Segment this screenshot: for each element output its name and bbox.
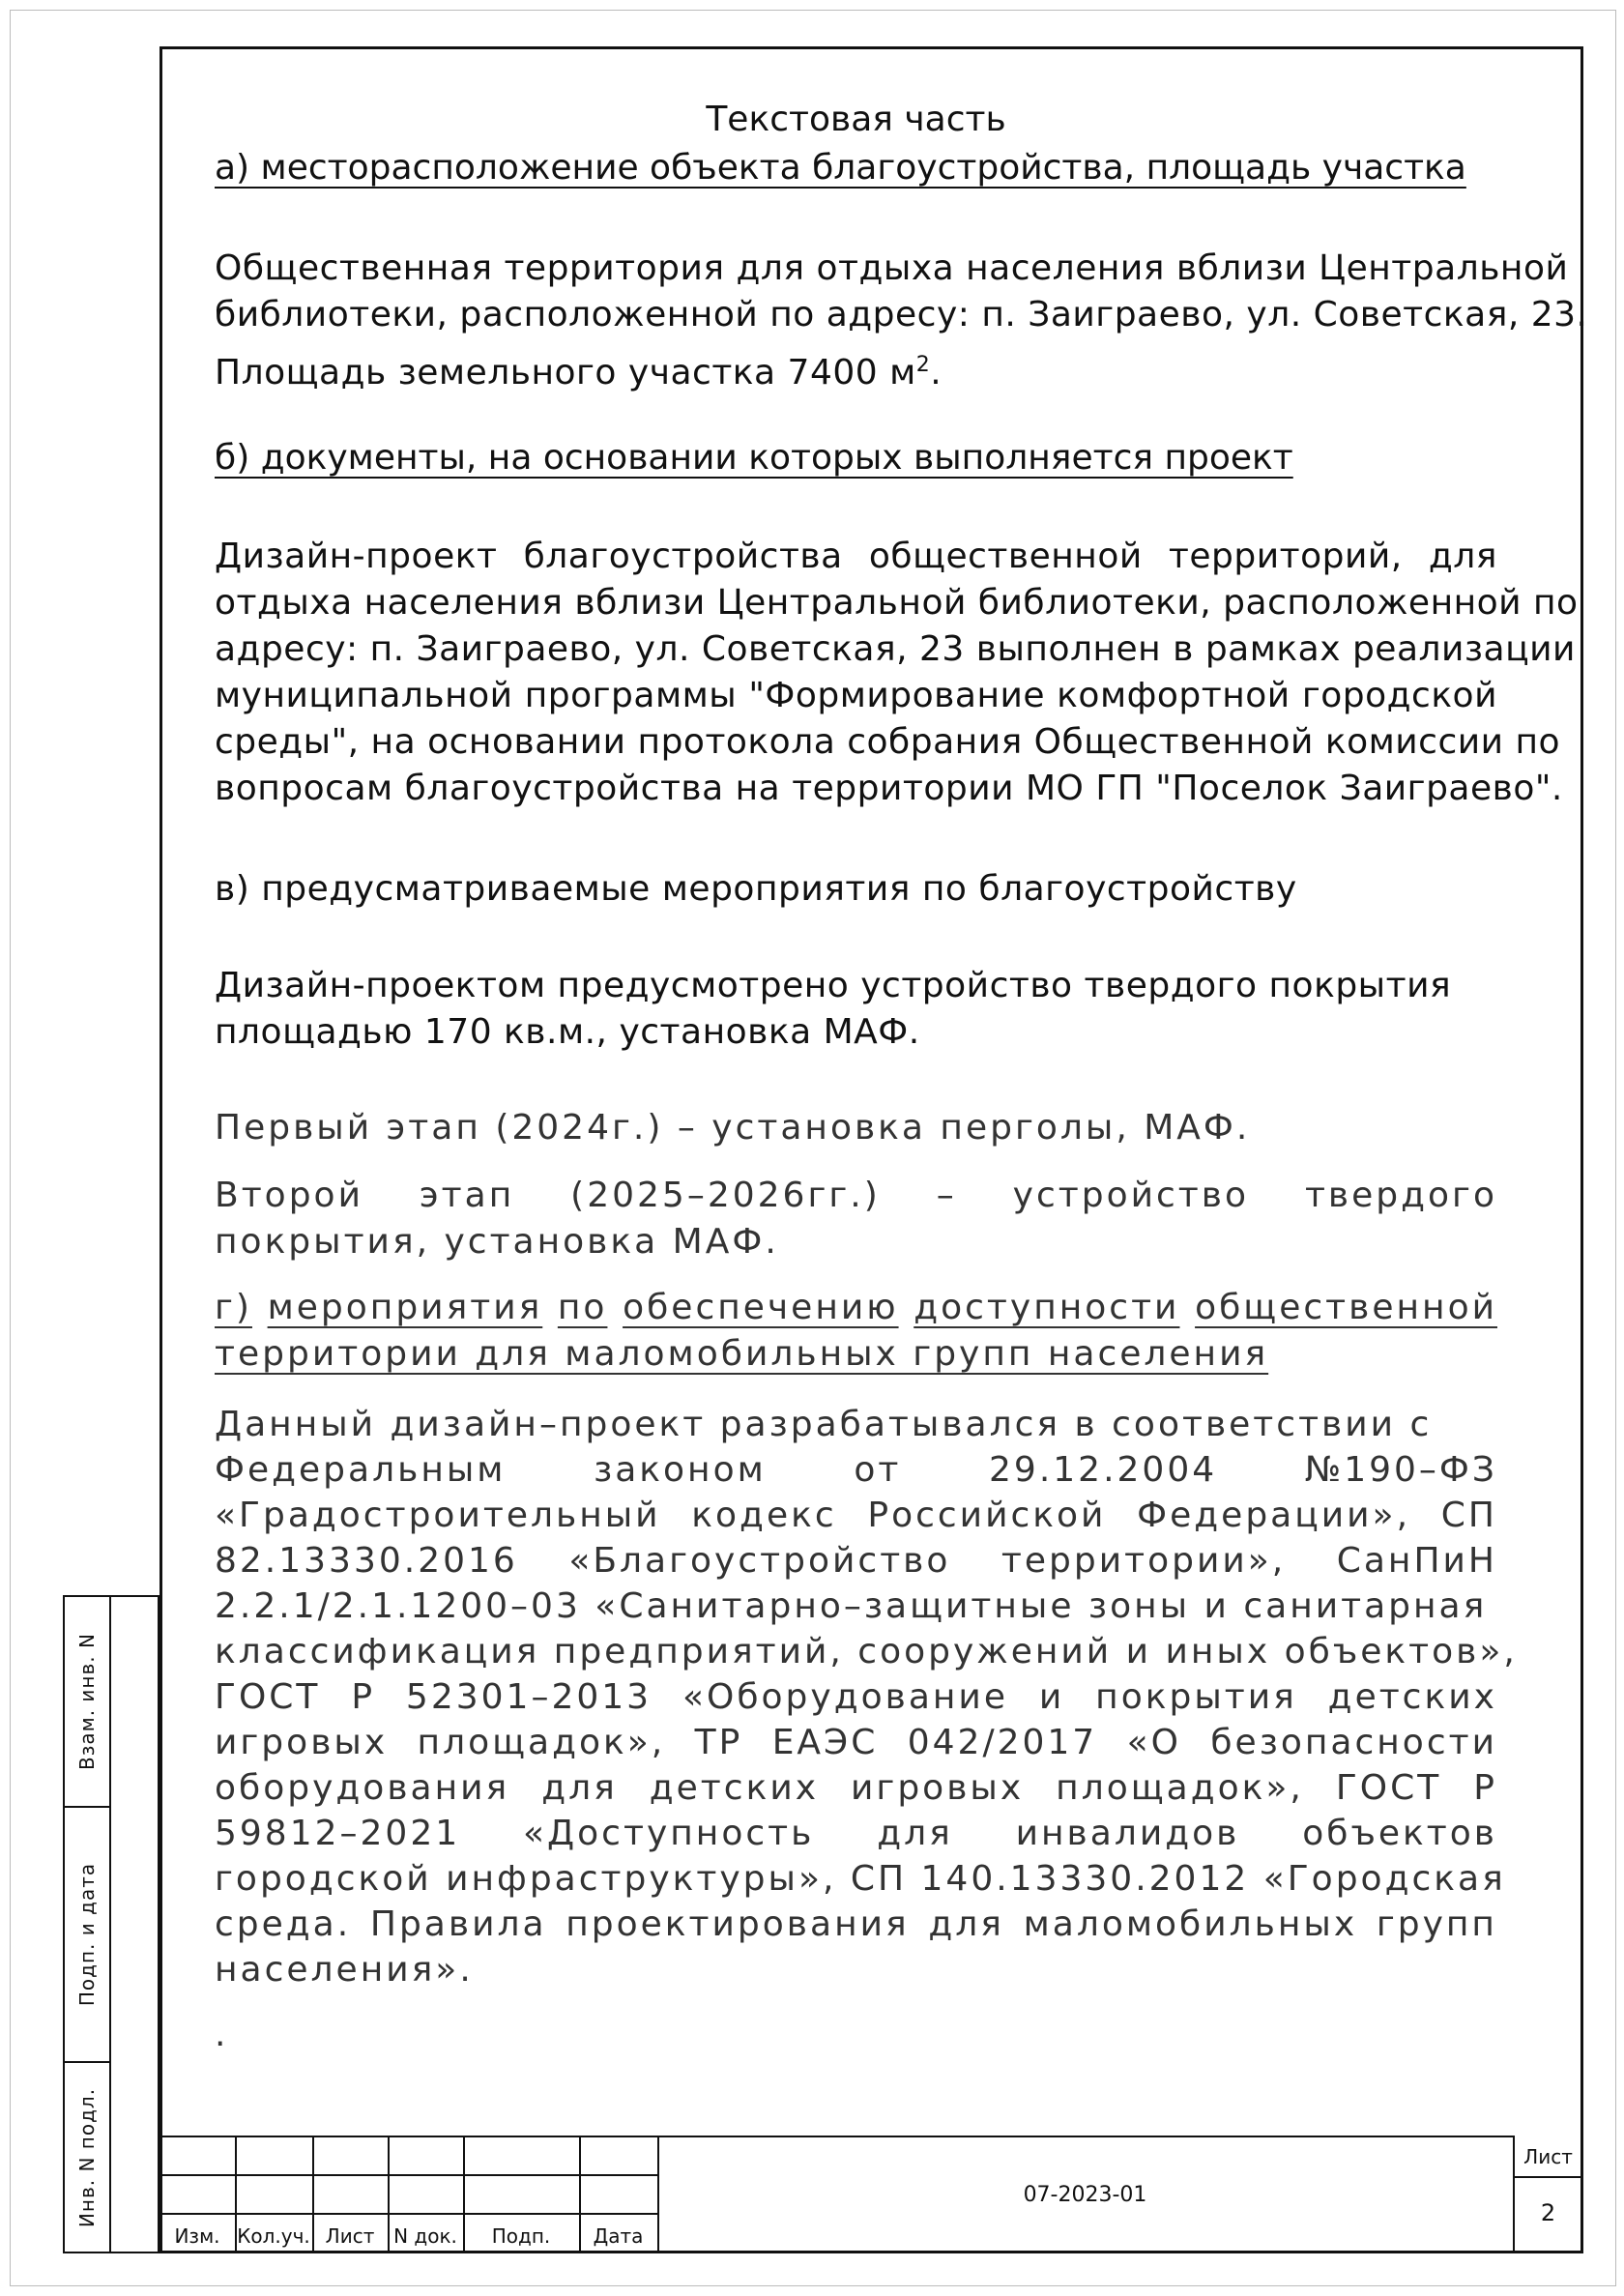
text-span: объектов [1302, 1814, 1497, 1853]
section-g-line: населения». [215, 1950, 474, 1990]
side-stamp-labels [63, 1595, 111, 2253]
text-span: безопасности [1210, 1723, 1497, 1762]
page-title: Текстовая часть [706, 100, 1006, 139]
stage-2-line [215, 1173, 1497, 1219]
tb-line [1513, 2176, 1583, 2178]
section-v-line: площадью 170 кв.м., установка МАФ. [215, 1012, 920, 1052]
text-span: Второй [215, 1176, 363, 1215]
section-g-heading [215, 1285, 1497, 1378]
tb-col-ndok: N док. [393, 2224, 457, 2248]
text-span: "Формирование [748, 676, 1046, 715]
text-span: оборудования [215, 1768, 510, 1808]
section-a-area [215, 342, 1497, 396]
text-span: территории», [1000, 1541, 1287, 1581]
text-span: СанПиН [1336, 1541, 1497, 1581]
area-superscript: 2 [915, 353, 931, 377]
text-span: и [1038, 1677, 1065, 1717]
text-span: от [854, 1450, 902, 1490]
section-b [215, 435, 1497, 481]
text-span: общественной [1195, 1288, 1497, 1327]
text-span: Р [1473, 1768, 1497, 1808]
stage-2-line: покрытия, установка МАФ. [215, 1222, 779, 1262]
stage-1 [215, 1105, 1497, 1151]
tb-col-podp: Подп. [491, 2224, 551, 2248]
section-v [215, 866, 1497, 913]
section-g-line [215, 1720, 1497, 1765]
text-span: Дизайн-проект [215, 537, 498, 576]
inv-label-cell [65, 2063, 109, 2252]
text-span: площадок», [1056, 1768, 1304, 1808]
text-span: ЕАЭС [771, 1723, 879, 1762]
text-span: программы [524, 676, 738, 715]
section-g-line: классификация предприятий, сооружений и иных объектов», [215, 1632, 1518, 1671]
section-g-heading-line [215, 1285, 1497, 1331]
text-span: для [1428, 537, 1497, 576]
tb-col-kolvo: Кол.уч. [237, 2224, 310, 2248]
area-text: Площадь земельного участка 7400 м [215, 353, 916, 392]
tb-line [160, 2136, 1513, 2137]
text-span: для [541, 1768, 618, 1808]
vzam-label: Взам. инв. N [75, 1633, 100, 1770]
section-g-line: Данный дизайн–проект разрабатывался в соответствии с [215, 1405, 1433, 1444]
section-a-line: библиотеки, расположенной по адресу: п. Заиграево, ул. Советская, 23. [215, 295, 1588, 334]
text-span: г) [215, 1288, 252, 1327]
text-span: Правила [369, 1904, 547, 1944]
podp-label: Подп. и дата [75, 1862, 99, 2007]
text-span: №190–ФЗ [1304, 1450, 1497, 1490]
text-span: детских [649, 1768, 820, 1808]
section-g-line [215, 1674, 1497, 1720]
text-span: игровых [215, 1723, 389, 1762]
sheet-label: Лист [1523, 2145, 1573, 2168]
text-span: «Градостроительный [215, 1496, 661, 1535]
text-span: 29.12.2004 [989, 1450, 1218, 1490]
text-span: ТР [694, 1723, 743, 1762]
text-span: территорий, [1168, 537, 1403, 576]
text-span: комфортной [1057, 676, 1290, 715]
section-g-line [215, 1447, 1497, 1493]
stage-1-text: Первый этап (2024г.) – установка перголы, МАФ. [215, 1108, 1251, 1148]
text-span: этап [419, 1176, 515, 1215]
section-b-line: адресу: п. Заиграево, ул. Советская, 23 выполнен в рамках реализации [215, 629, 1576, 669]
stage-2 [215, 1173, 1497, 1265]
area-suffix: . [930, 353, 942, 392]
section-b-line: среды", на основании протокола собрания Общественной комиссии по [215, 722, 1561, 762]
side-stamp-values [109, 1595, 160, 2253]
text-span: устройство [1012, 1176, 1250, 1215]
text-span: 042/2017 [907, 1723, 1098, 1762]
text-span: по [557, 1288, 608, 1327]
section-g-body [215, 1402, 1518, 2057]
text-span: «О [1126, 1723, 1181, 1762]
text-span: 52301–2013 [405, 1677, 652, 1717]
text-span: обеспечению [623, 1288, 899, 1327]
section-a [215, 145, 1497, 191]
vzam-label-cell [65, 1597, 109, 1806]
tb-col-data: Дата [593, 2224, 644, 2248]
text-span: игровых [851, 1768, 1025, 1808]
section-b-heading: б) документы, на основании которых выполняется проект [215, 438, 1293, 478]
section-g-line [215, 1538, 1497, 1584]
text-span: муниципальной [215, 676, 513, 715]
text-span: СП [1440, 1496, 1497, 1535]
text-span: 59812–2021 [215, 1814, 461, 1853]
section-a-body [215, 246, 1588, 396]
text-span: благоустройства [523, 537, 843, 576]
text-span: «Оборудование [682, 1677, 1008, 1717]
text-span: ГОСТ [1335, 1768, 1442, 1808]
text-span: инвалидов [1015, 1814, 1240, 1853]
text-span: маломобильных [1023, 1904, 1358, 1944]
text-span: для [877, 1814, 953, 1853]
section-g-line [215, 1765, 1497, 1811]
text-span: доступности [914, 1288, 1180, 1327]
text-span: среда. [215, 1904, 352, 1944]
section-b-body [215, 534, 1579, 812]
text-span: проектирования [566, 1904, 910, 1944]
text-span: кодекс [691, 1496, 837, 1535]
text-span: (2025–2026гг.) [570, 1176, 881, 1215]
text-span: Федерации», [1137, 1496, 1411, 1535]
text-span: «Благоустройство [568, 1541, 951, 1581]
text-span: «Доступность [523, 1814, 815, 1853]
text-span: детских [1327, 1677, 1497, 1717]
section-b-line [215, 673, 1497, 719]
text-span: групп [1376, 1904, 1497, 1944]
section-b-line: вопросам благоустройства на территории МО ГП "Поселок Заиграево". [215, 769, 1563, 808]
text-span: законом [594, 1450, 767, 1490]
section-g-line [215, 1902, 1497, 1947]
text-span: площадок», [417, 1723, 666, 1762]
text-span: Р [351, 1677, 376, 1717]
section-v-heading: в) предусматриваемые мероприятия по благоустройству [215, 869, 1297, 909]
section-g-line: городской инфраструктуры», СП 140.13330.2012 «Городская [215, 1859, 1506, 1899]
section-v-body [215, 963, 1497, 1056]
title-block [160, 2136, 1583, 2253]
section-a-line: Общественная территория для отдыха населения вблизи Центральной [215, 248, 1569, 288]
document-code: 07-2023-01 [1023, 2183, 1147, 2207]
tb-col-list: Лист [325, 2224, 375, 2248]
tb-col-izm: Изм. [174, 2224, 220, 2248]
section-g-heading-line: территории для маломобильных групп населения [215, 1334, 1269, 1374]
sheet-number: 2 [1540, 2199, 1556, 2226]
side-stamp [63, 1595, 160, 2253]
text-span: городской [1301, 676, 1497, 715]
text-span: – [936, 1176, 957, 1215]
trailing-dot: . [215, 2015, 229, 2054]
section-v-line: Дизайн-проектом предусмотрено устройство твердого покрытия [215, 966, 1452, 1005]
text-span: для [928, 1904, 1004, 1944]
text-span: ГОСТ [215, 1677, 321, 1717]
section-g-line: 2.2.1/2.1.1200–03 «Санитарно–защитные зоны и санитарная [215, 1586, 1488, 1626]
section-g-line [215, 1493, 1497, 1538]
text-span: 82.13330.2016 [215, 1541, 518, 1581]
section-b-line: отдыха населения вблизи Центральной библиотеки, расположенной по [215, 583, 1579, 623]
section-b-line [215, 534, 1497, 580]
text-span: Российской [867, 1496, 1107, 1535]
text-span: твердого [1304, 1176, 1497, 1215]
section-g-line [215, 1811, 1497, 1856]
text-span: общественной [868, 537, 1143, 576]
text-span: Федеральным [215, 1450, 507, 1490]
podp-label-cell [65, 1808, 109, 2061]
text-span: мероприятия [267, 1288, 543, 1327]
inv-label: Инв. N подл. [75, 2087, 100, 2227]
section-a-heading: а) месторасположение объекта благоустройства, площадь участка [215, 148, 1466, 188]
text-span: покрытия [1095, 1677, 1297, 1717]
